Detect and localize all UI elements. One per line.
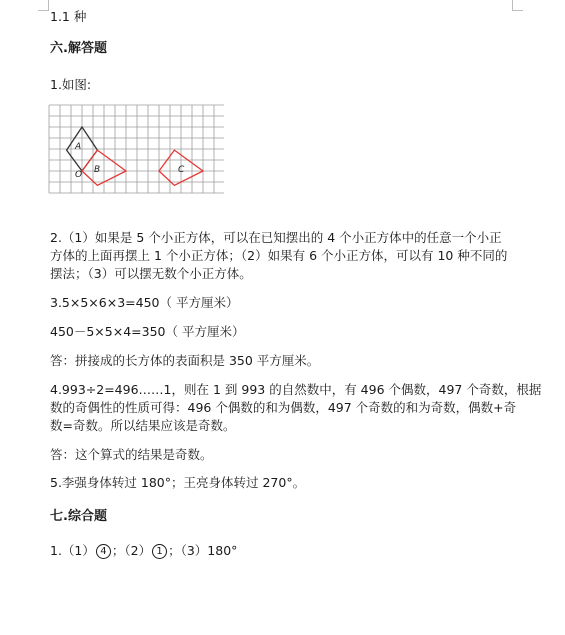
label-a: A: [75, 142, 82, 152]
grid-figure: [48, 104, 224, 202]
q7-suffix: ；（3）180°: [168, 543, 238, 558]
label-b: B: [94, 165, 101, 175]
question-2-line-2: 方体的上面再摆上 1 个小正方体；（2）如果有 6 个小正方体，可以有 10 种不同的: [50, 248, 508, 263]
question-3-line-2: 450－5×5×4=350（ 平方厘米）: [50, 324, 245, 339]
question-1: 1.如图:: [50, 77, 92, 92]
question-4-line-2: 数的奇偶性的性质可得：496 个偶数的和为偶数，497 个奇数的和为奇数，偶数+奇: [50, 400, 517, 415]
page-corner-mark: [512, 0, 523, 11]
question-3-answer: 答：拼接成的长方体的表面积是 350 平方厘米。: [50, 353, 320, 368]
section-heading-7: 七.综合题: [50, 509, 107, 524]
question-2-line-1: 2.（1）如果是 5 个小正方体，可以在已知摆出的 4 个小正方体中的任意一个小正: [50, 230, 502, 245]
question-4-answer: 答：这个算式的结果是奇数。: [50, 447, 213, 462]
circled-number-4: 4: [96, 544, 111, 559]
question-4-line-1: 4.993÷2=496……1，则在 1 到 993 的自然数中，有 496 个偶数，497 个奇数，根据: [50, 382, 542, 397]
q7-mid: ；（2）: [111, 543, 152, 558]
question-3-line-1: 3.5×5×6×3=450（ 平方厘米）: [50, 295, 239, 310]
page-corner-mark: [38, 0, 49, 11]
question-5: 5.李强身体转过 180°；王亮身体转过 270°。: [50, 475, 306, 490]
question-2-line-3: 摆法；（3）可以摆无数个小正方体。: [50, 266, 252, 281]
answer-line: 1.1 种: [50, 9, 87, 24]
composite-question-1: [50, 542, 237, 560]
section-heading-6: 六.解答题: [50, 41, 107, 56]
question-4-line-3: 数=奇数。所以结果应该是奇数。: [50, 418, 236, 433]
q7-prefix: 1.（1）: [50, 543, 95, 558]
circled-number-1: 1: [152, 544, 167, 559]
label-o: O: [75, 170, 83, 180]
label-c: C: [178, 165, 185, 175]
